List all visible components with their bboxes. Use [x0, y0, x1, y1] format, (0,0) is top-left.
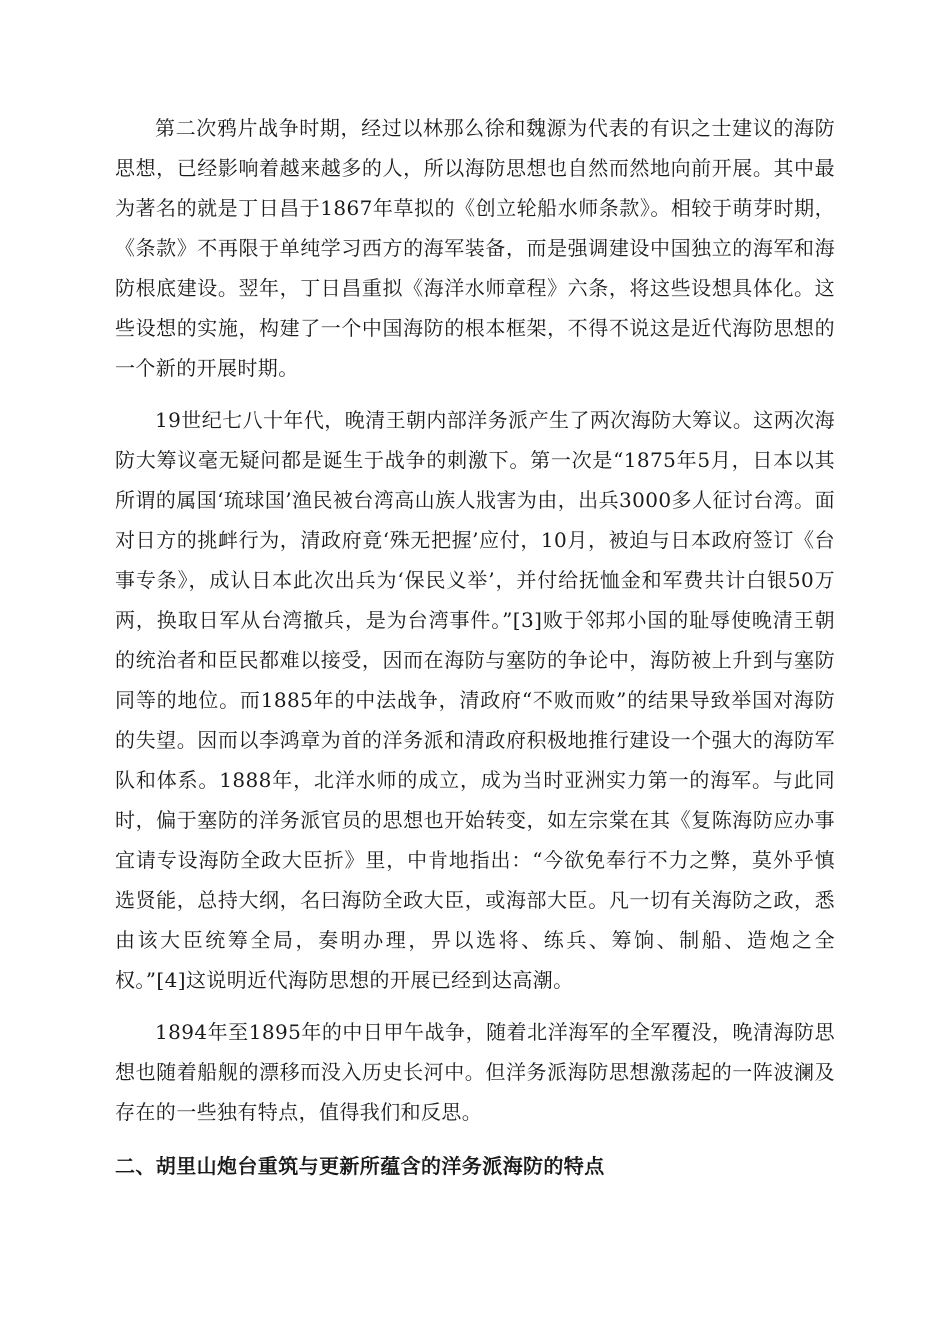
paragraph-coastal-defense-debates: 19世纪七八十年代，晚清王朝内部洋务派产生了两次海防大筹议。这两次海防大筹议毫无疑问都是诞生于战争的刺激下。第一次是“1875年5月，日本以其所谓的属国‘琉球国’渔民被台湾高山族人戕害为由，出兵3000多人征讨台湾。面对日方的挑衅行为，清政府竟‘殊无把握’应付，10月，被迫与日本政府签订《台事专条》，成认日本此次出兵为‘保民义举’，并付给抚恤金和军费共计白银50万两，换取日军从台湾撤兵，是为台湾事件。”[3]败于邻邦小国的耻辱使晚清王朝的统治者和臣民都难以接受，因而在海防与塞防的争论中，海防被上升到与塞防同等的地位。而1885年的中法战争，清政府“不败而败”的结果导致举国对海防的失望。因而以李鸿章为首的洋务派和清政府积极地推行建设一个强大的海防军队和体系。1888年，北洋水师的成立，成为当时亚洲实力第一的海军。与此同时，偏于塞防的洋务派官员的思想也开始转变，如左宗棠在其《复陈海防应办事宜请专设海防全政大臣折》里，中肯地指出：“今欲免奉行不力之弊，莫外乎慎选贤能，总持大纲，名曰海防全政大臣，或海部大臣。凡一切有关海防之政，悉由该大臣统筹全局，奏明办理，畀以选将、练兵、筹饷、制船、造炮之全权。”[4]这说明近代海防思想的开展已经到达高潮。: [115, 408, 835, 992]
paragraph-sino-japanese-war: 1894年至1895年的中日甲午战争，随着北洋海军的全军覆没，晚清海防思想也随着船舰的漂移而没入历史长河中。但洋务派海防思想激荡起的一阵波澜及存在的一些独有特点，值得我们和反思。: [115, 1020, 835, 1124]
section-heading: 二、胡里山炮台重筑与更新所蕴含的洋务派海防的特点: [115, 1154, 605, 1178]
document-page: [115, 108, 835, 1186]
paragraph-second-opium-war: 第二次鸦片战争时期，经过以林那么徐和魏源为代表的有识之士建议的海防思想，已经影响着越来越多的人，所以海防思想也自然而然地向前开展。其中最为著名的就是丁日昌于1867年草拟的《创立轮船水师条款》。相较于萌芽时期，《条款》不再限于单纯学习西方的海军装备，而是强调建设中国独立的海军和海防根底建设。翌年，丁日昌重拟《海洋水师章程》六条，将这些设想具体化。这些设想的实施，构建了一个中国海防的根本框架，不得不说这是近代海防思想的一个新的开展时期。: [115, 116, 835, 380]
